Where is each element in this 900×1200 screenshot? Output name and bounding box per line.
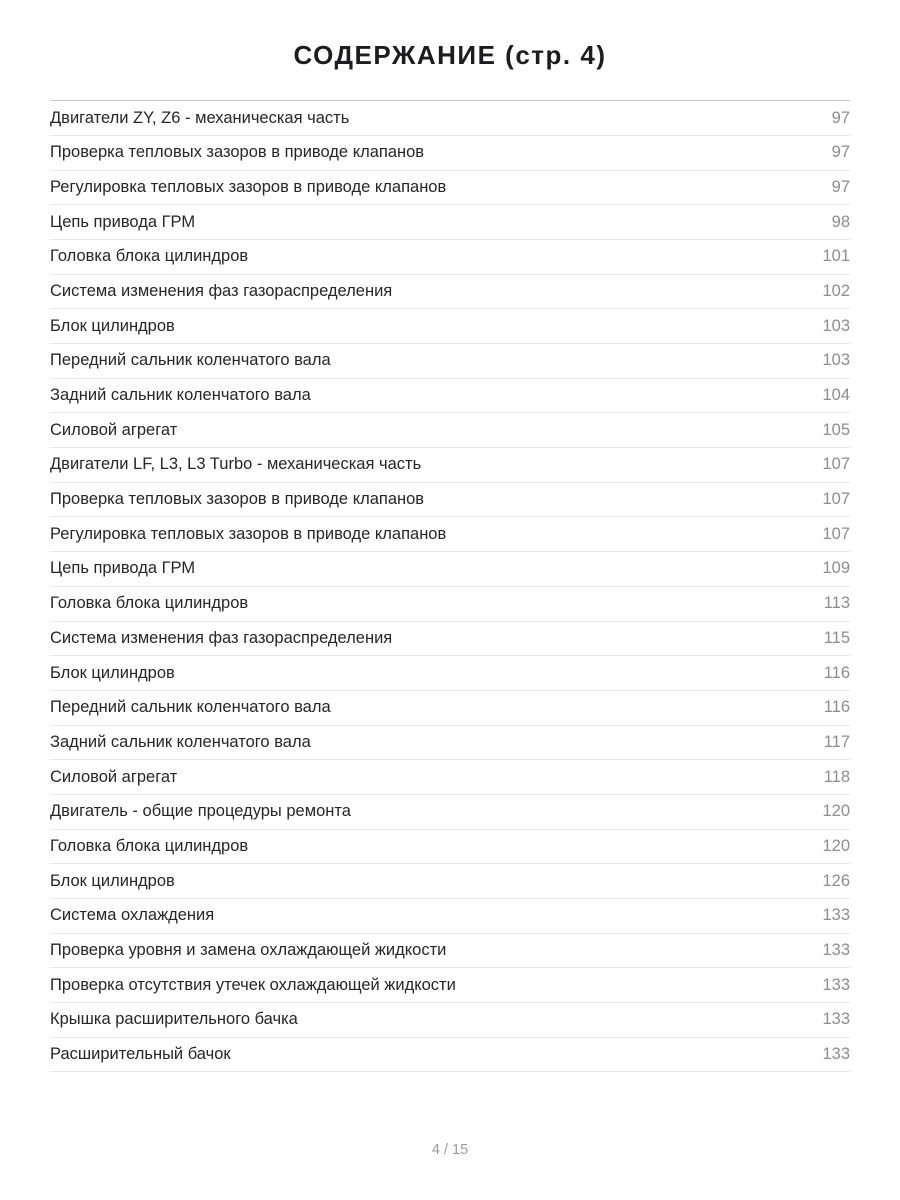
toc-item-title: Силовой агрегат — [50, 420, 178, 439]
toc-list — [50, 101, 850, 1072]
page-indicator: 4 / 15 — [431, 1142, 469, 1158]
toc-item[interactable] — [50, 795, 850, 830]
toc-item-title: Задний сальник коленчатого вала — [50, 732, 311, 751]
toc-item-title: Расширительный бачок — [50, 1045, 231, 1064]
toc-item-title: Проверка тепловых зазоров в приводе клапанов — [50, 143, 425, 162]
toc-item-title: Цепь привода ГРМ — [50, 559, 196, 578]
toc-item-title: Двигатели ZY, Z6 - механическая часть — [50, 108, 350, 127]
toc-item[interactable] — [50, 726, 850, 761]
toc-item-page: 107 — [822, 524, 850, 543]
toc-item-page: 133 — [822, 1010, 850, 1029]
toc-item[interactable] — [50, 309, 850, 344]
toc-item-page: 120 — [822, 836, 850, 855]
toc-item-title: Блок цилиндров — [50, 316, 175, 335]
toc-item-title: Блок цилиндров — [50, 663, 175, 682]
toc-item-title: Блок цилиндров — [50, 871, 175, 890]
toc-item[interactable] — [50, 448, 850, 483]
toc-item-title: Система изменения фаз газораспределения — [50, 281, 393, 300]
toc-item-page: 97 — [831, 108, 850, 127]
toc-item-page: 109 — [822, 559, 850, 578]
toc-item-page: 116 — [823, 663, 850, 682]
toc-item-title: Задний сальник коленчатого вала — [50, 386, 311, 405]
toc-item-page: 103 — [822, 316, 850, 335]
toc-item-title: Головка блока цилиндров — [50, 836, 249, 855]
toc-item[interactable] — [50, 344, 850, 379]
toc-item[interactable] — [50, 413, 850, 448]
toc-item-page: 133 — [822, 975, 850, 994]
toc-item[interactable] — [50, 1003, 850, 1038]
toc-item[interactable] — [50, 517, 850, 552]
toc-item[interactable] — [50, 934, 850, 969]
toc-item[interactable] — [50, 691, 850, 726]
toc-item-page: 117 — [823, 732, 850, 751]
toc-item-page: 115 — [823, 628, 850, 647]
toc-item-page: 133 — [822, 906, 850, 925]
toc-item[interactable] — [50, 379, 850, 414]
toc-item-title: Двигатель - общие процедуры ремонта — [50, 802, 351, 821]
toc-item[interactable] — [50, 101, 850, 136]
toc-item[interactable] — [50, 968, 850, 1003]
toc-item-page: 102 — [822, 281, 850, 300]
toc-item-title: Передний сальник коленчатого вала — [50, 351, 331, 370]
toc-item[interactable] — [50, 656, 850, 691]
toc-item-title: Регулировка тепловых зазоров в приводе клапанов — [50, 177, 447, 196]
toc-item-page: 116 — [823, 698, 850, 717]
toc-item-page: 98 — [831, 212, 850, 231]
toc-item-page: 113 — [823, 594, 850, 613]
toc-item-title: Система охлаждения — [50, 906, 215, 925]
toc-item[interactable] — [50, 275, 850, 310]
toc-item-page: 133 — [822, 941, 850, 960]
toc-item-title: Проверка уровня и замена охлаждающей жидкости — [50, 941, 447, 960]
toc-item[interactable] — [50, 587, 850, 622]
toc-item[interactable] — [50, 760, 850, 795]
toc-item[interactable] — [50, 205, 850, 240]
toc-item[interactable] — [50, 483, 850, 518]
toc-item-title: Система изменения фаз газораспределения — [50, 628, 393, 647]
toc-item[interactable] — [50, 240, 850, 275]
toc-item[interactable] — [50, 1038, 850, 1073]
page-title: СОДЕРЖАНИЕ (стр. 4) — [293, 40, 607, 70]
toc-item-page: 118 — [823, 767, 850, 786]
toc-item-title: Крышка расширительного бачка — [50, 1010, 298, 1029]
toc-item[interactable] — [50, 830, 850, 865]
toc-item-title: Регулировка тепловых зазоров в приводе клапанов — [50, 524, 447, 543]
toc-item-page: 103 — [822, 351, 850, 370]
toc-item-page: 97 — [831, 177, 850, 196]
toc-item-page: 101 — [822, 247, 850, 266]
toc-item-page: 104 — [822, 386, 850, 405]
toc-item-page: 133 — [822, 1045, 850, 1064]
toc-item[interactable] — [50, 864, 850, 899]
toc-item-page: 126 — [822, 871, 850, 890]
toc-item-title: Двигатели LF, L3, L3 Turbo - механическая часть — [50, 455, 422, 474]
toc-item-page: 107 — [822, 490, 850, 509]
toc-item-title: Проверка тепловых зазоров в приводе клапанов — [50, 490, 425, 509]
toc-item-title: Передний сальник коленчатого вала — [50, 698, 331, 717]
toc-item-page: 120 — [822, 802, 850, 821]
toc-item-title: Проверка отсутствия утечек охлаждающей жидкости — [50, 975, 456, 994]
toc-item[interactable] — [50, 899, 850, 934]
toc-item-title: Силовой агрегат — [50, 767, 178, 786]
toc-item[interactable] — [50, 622, 850, 657]
toc-item-page: 97 — [831, 143, 850, 162]
toc-item-title: Цепь привода ГРМ — [50, 212, 196, 231]
toc-item-page: 105 — [822, 420, 850, 439]
toc-item[interactable] — [50, 136, 850, 171]
toc-item-page: 107 — [822, 455, 850, 474]
toc-item[interactable] — [50, 552, 850, 587]
toc-item[interactable] — [50, 171, 850, 206]
toc-item-title: Головка блока цилиндров — [50, 594, 249, 613]
toc-item-title: Головка блока цилиндров — [50, 247, 249, 266]
